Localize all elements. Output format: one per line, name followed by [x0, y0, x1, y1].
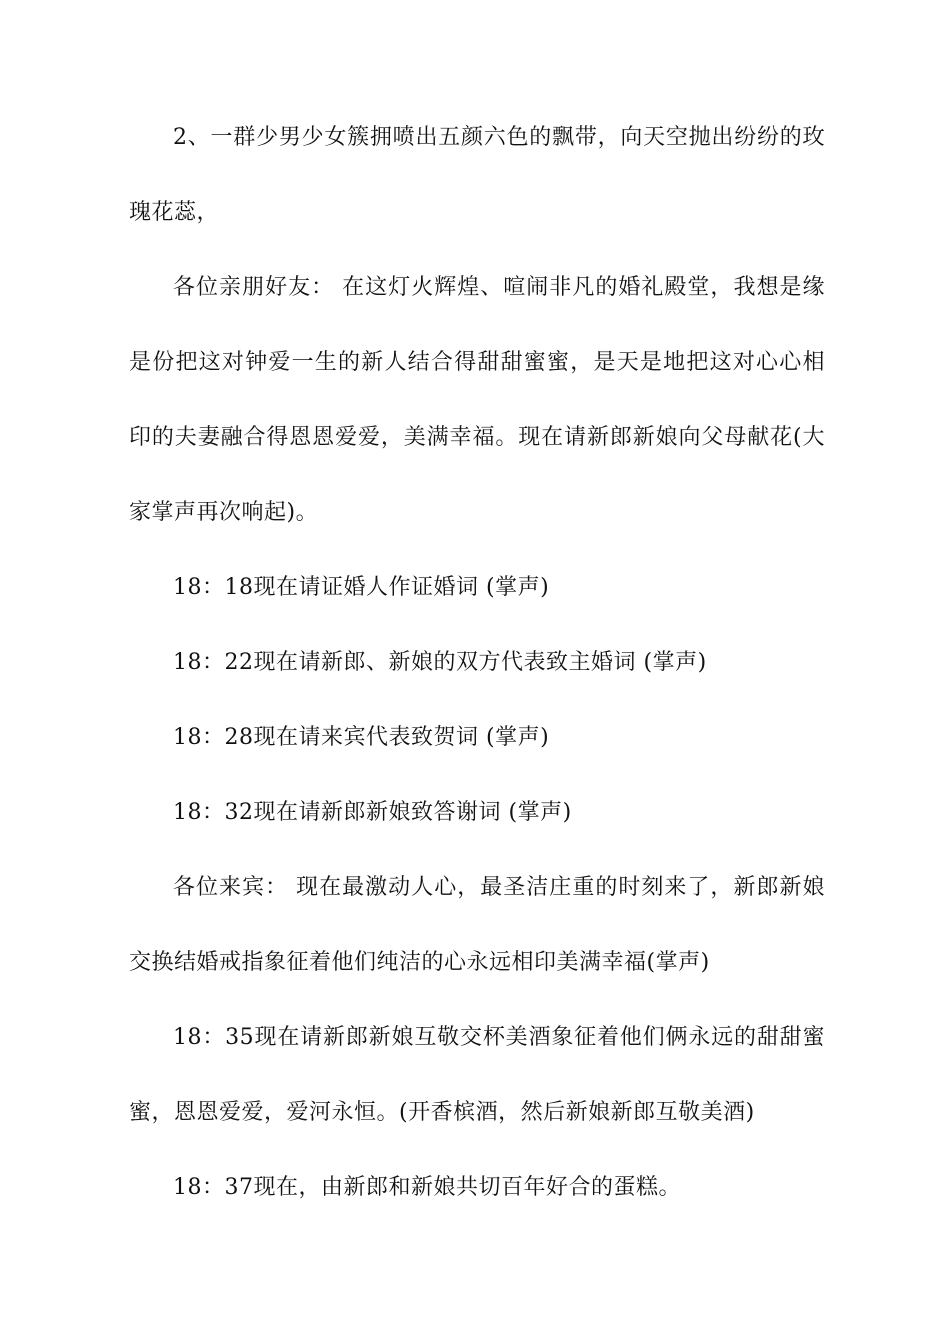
paragraph-ribbons: 2、一群少男少女簇拥喷出五颜六色的飘带，向天空抛出纷纷的玫瑰花蕊， — [129, 125, 825, 225]
paragraph-family-speech: 18：22现在请新郎、新娘的双方代表致主婚词 (掌声) — [173, 650, 707, 675]
paragraph-cake-cutting: 18：37现在，由新郎和新娘共切百年好合的蛋糕。 — [173, 1175, 681, 1200]
document-body — [129, 100, 825, 1225]
paragraph-guest-congrats: 18：28现在请来宾代表致贺词 (掌声) — [173, 725, 550, 750]
paragraph-greeting-guests: 各位亲朋好友： 在这灯火辉煌、喧闹非凡的婚礼殿堂，我想是缘是份把这对钟爱一生的新人结合得甜甜蜜蜜，是天是地把这对心心相印的夫妻融合得恩恩爱爱，美满幸福。现在请新郎新娘向父母献花(大家掌声再次响起)。 — [129, 275, 825, 525]
paragraph-ring-exchange: 各位来宾： 现在最激动人心，最圣洁庄重的时刻来了，新郎新娘交换结婚戒指象征着他们纯洁的心永远相印美满幸福(掌声) — [129, 875, 825, 975]
paragraph-witness-speech: 18：18现在请证婚人作证婚词 (掌声) — [173, 575, 550, 600]
paragraph-wine-toast: 18：35现在请新郎新娘互敬交杯美酒象征着他们俩永远的甜甜蜜蜜，恩恩爱爱，爱河永恒。(开香槟酒，然后新娘新郎互敬美酒) — [129, 1025, 825, 1125]
paragraph-thanks-speech: 18：32现在请新郎新娘致答谢词 (掌声) — [173, 800, 572, 825]
